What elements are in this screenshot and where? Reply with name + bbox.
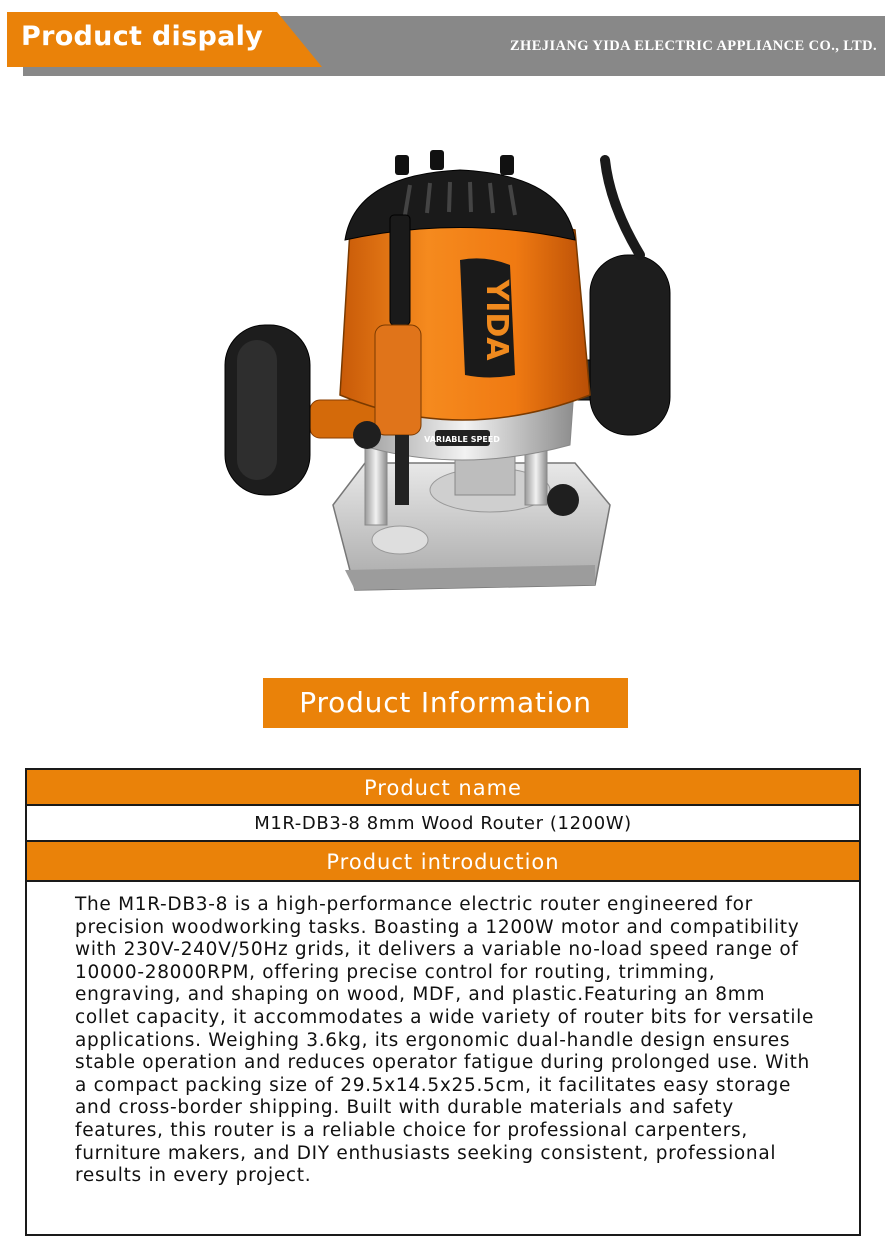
product-info-table: [25, 768, 861, 1236]
section-title: Product Information: [263, 678, 628, 728]
product-introduction-text: The M1R-DB3-8 is a high-performance electric router engineered for precision woodworking tasks. Boasting a 1200W motor and compatibility with 230V-240V/50Hz grids, it delivers a variable no-load speed range of 10000-28000RPM, offering precise control for routing, trimming, engraving, and shaping on wood, MDF, and plastic.Featuring an 8mm collet capacity, it accommodates a wide variety of router bits for versatile applications. Weighing 3.6kg, its ergonomic dual-handle design ensures stable operation and reduces operator fatigue during prolonged use. With a compact packing size of 29.5x14.5x25.5cm, it facilitates easy storage and cross-border shipping. Built with durable materials and safety features, this router is a reliable choice for professional carpenters, furniture makers, and DIY enthusiasts seeking consistent, professional results in every project.: [75, 894, 815, 1187]
company-name: ZHEJIANG YIDA ELECTRIC APPLIANCE CO., LTD.: [509, 38, 877, 54]
variable-speed-badge: VARIABLE SPEED: [424, 435, 500, 444]
header-title: Product dispaly: [21, 21, 264, 52]
brand-logo: YIDA: [479, 279, 514, 361]
page-header: [7, 12, 883, 76]
product-image: [215, 145, 685, 605]
product-name-value: M1R-DB3-8 8mm Wood Router (1200W): [254, 813, 632, 834]
product-name-header: Product name: [27, 770, 859, 804]
product-introduction-header: Product introduction: [27, 842, 859, 880]
divider: [27, 880, 859, 882]
